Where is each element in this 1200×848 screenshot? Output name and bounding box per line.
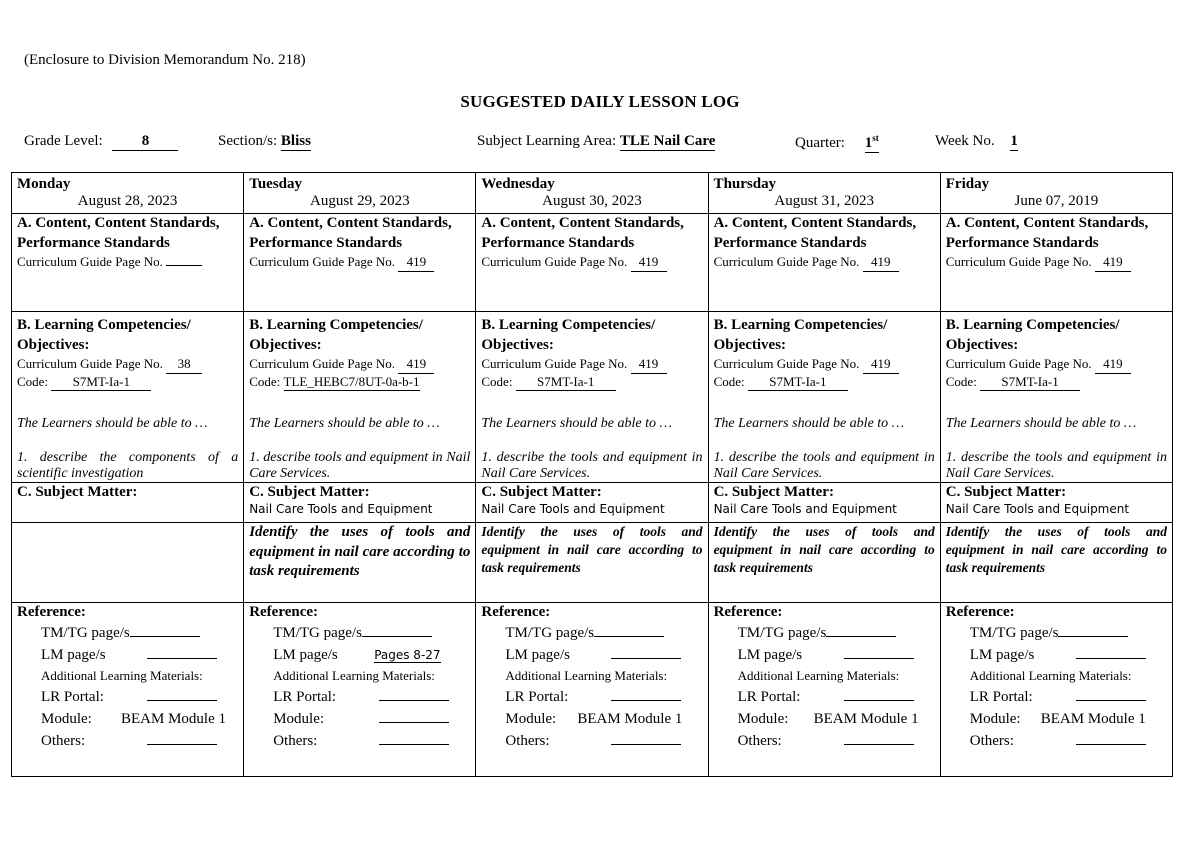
- grade-level-value: 8: [112, 133, 178, 151]
- section: [218, 133, 311, 151]
- reference-row: [12, 603, 1173, 777]
- competencies-cell: B. Learning Competencies/ Objectives: Curriculum Guide Page No. 419 Code: S7MT-Ia-1 The Learners should be able to … 1. describe the tools and equipment in Nail Care Services.: [476, 312, 708, 483]
- week: [935, 133, 1018, 151]
- competencies-cell: B. Learning Competencies/ Objectives: Curriculum Guide Page No. 419 Code: TLE_HEBC7/8UT-0a-b-1 The Learners should be able to … 1. describe tools and equipment in Nail Care Services.: [244, 312, 476, 483]
- grade-level-label: Grade Level:: [24, 133, 103, 149]
- identify-cell: Identify the uses of tools and equipment in nail care according to task requirements: [708, 523, 940, 603]
- subject-area: [477, 133, 715, 151]
- reference-cell: Reference: TM/TG page/s LM page/s Pages 8-27 Additional Learning Materials: LR Portal: Module: Others:: [244, 603, 476, 777]
- content-cell: A. Content, Content Standards, Performance Standards Curriculum Guide Page No. 419: [244, 214, 476, 312]
- content-cell: A. Content, Content Standards, Performance Standards Curriculum Guide Page No.: [12, 214, 244, 312]
- grade-level: [24, 133, 178, 151]
- day-header: Wednesday August 30, 2023: [476, 173, 708, 214]
- identify-cell: Identify the uses of tools and equipment in nail care according to task requirements: [476, 523, 708, 603]
- page-title: SUGGESTED DAILY LESSON LOG: [460, 92, 740, 111]
- reference-cell: Reference: TM/TG page/s LM page/s Additional Learning Materials: LR Portal: Module: BEAM Module 1 Others:: [476, 603, 708, 777]
- identify-cell: Identify the uses of tools and equipment in nail care according to task requirements: [940, 523, 1172, 603]
- section-label: Section/s:: [218, 133, 278, 149]
- competencies-row: [12, 312, 1173, 483]
- subject-area-label: Subject Learning Area:: [477, 133, 617, 149]
- days-row: [12, 173, 1173, 214]
- subject-matter-cell: C. Subject Matter: Nail Care Tools and Equipment: [476, 483, 708, 523]
- subject-matter-row: [12, 483, 1173, 523]
- lesson-log-table: [11, 172, 1173, 777]
- quarter-label: Quarter:: [795, 135, 845, 151]
- section-value: Bliss: [280, 133, 311, 149]
- reference-cell: Reference: TM/TG page/s LM page/s Additional Learning Materials: LR Portal: Module: BEAM Module 1 Others:: [940, 603, 1172, 777]
- enclosure-note: (Enclosure to Division Memorandum No. 218): [24, 52, 306, 68]
- reference-cell: Reference: TM/TG page/s LM page/s Additional Learning Materials: LR Portal: Module: BEAM Module 1 Others:: [12, 603, 244, 777]
- subject-matter-cell: C. Subject Matter: Nail Care Tools and Equipment: [244, 483, 476, 523]
- quarter-value: 1st: [864, 133, 879, 151]
- quarter: [795, 133, 879, 153]
- subject-matter-cell: C. Subject Matter: Nail Care Tools and Equipment: [940, 483, 1172, 523]
- identify-cell: [12, 523, 244, 603]
- reference-cell: Reference: TM/TG page/s LM page/s Additional Learning Materials: LR Portal: Module: BEAM Module 1 Others:: [708, 603, 940, 777]
- subject-area-value: TLE Nail Care: [619, 133, 716, 149]
- content-cell: A. Content, Content Standards, Performance Standards Curriculum Guide Page No. 419: [708, 214, 940, 312]
- day-header: Monday August 28, 2023: [12, 173, 244, 214]
- content-cell: A. Content, Content Standards, Performance Standards Curriculum Guide Page No. 419: [476, 214, 708, 312]
- competencies-cell: B. Learning Competencies/ Objectives: Curriculum Guide Page No. 38 Code: S7MT-Ia-1 The Learners should be able to … 1. describe the components of a scientific investigation: [12, 312, 244, 483]
- subject-matter-cell: C. Subject Matter: Nail Care Tools and Equipment: [708, 483, 940, 523]
- day-header: Friday June 07, 2019: [940, 173, 1172, 214]
- content-cell: A. Content, Content Standards, Performance Standards Curriculum Guide Page No. 419: [940, 214, 1172, 312]
- day-header: Tuesday August 29, 2023: [244, 173, 476, 214]
- content-row: [12, 214, 1173, 312]
- competencies-cell: B. Learning Competencies/ Objectives: Curriculum Guide Page No. 419 Code: S7MT-Ia-1 The Learners should be able to … 1. describe the tools and equipment in Nail Care Services.: [708, 312, 940, 483]
- week-label: Week No.: [935, 133, 995, 149]
- identify-cell: Identify the uses of tools and equipment in nail care according to task requirements: [244, 523, 476, 603]
- week-value: 1: [1010, 133, 1018, 149]
- identify-row: [12, 523, 1173, 603]
- day-header: Thursday August 31, 2023: [708, 173, 940, 214]
- competencies-cell: B. Learning Competencies/ Objectives: Curriculum Guide Page No. 419 Code: S7MT-Ia-1 The Learners should be able to … 1. describe the tools and equipment in Nail Care Services.: [940, 312, 1172, 483]
- subject-matter-cell: C. Subject Matter:: [12, 483, 244, 523]
